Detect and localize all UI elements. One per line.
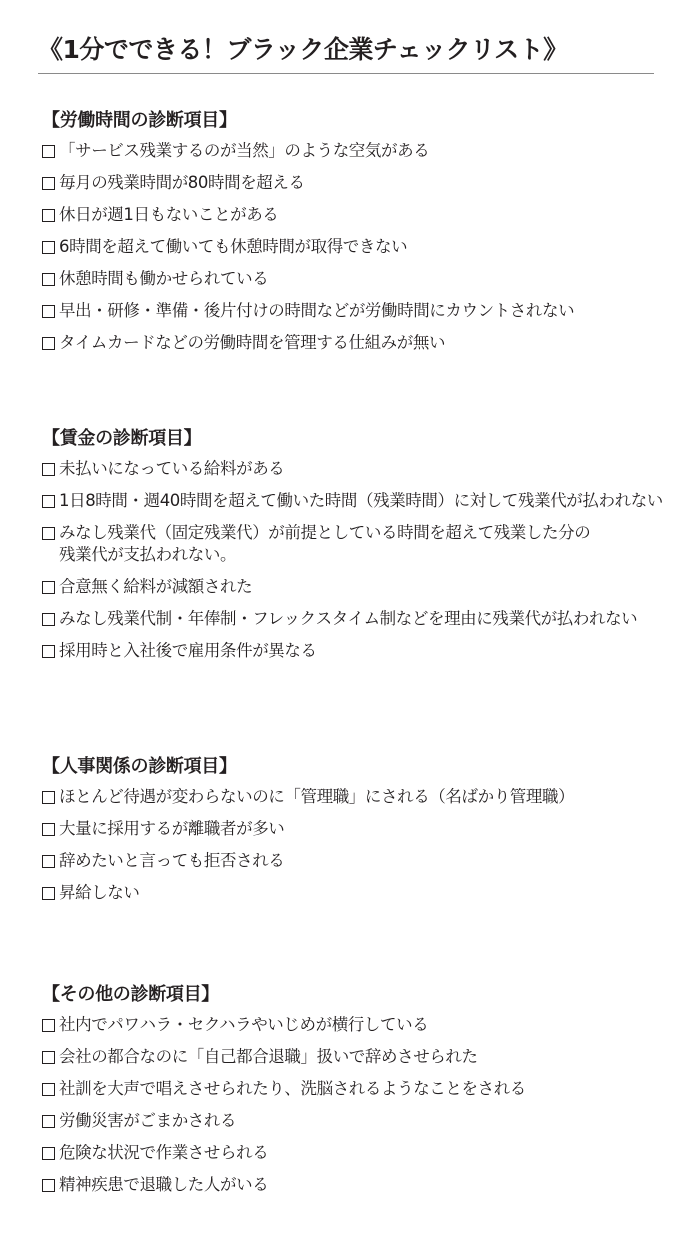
checklist-item bbox=[42, 608, 692, 630]
checklist-item bbox=[42, 786, 692, 808]
checklist-item-text: 社内でパワハラ・セクハラやいじめが横行している bbox=[59, 1015, 429, 1034]
checklist-item-text: 大量に採用するが離職者が多い bbox=[59, 819, 285, 838]
section-heading: 【人事関係の診断項目】 bbox=[42, 756, 237, 777]
checklist-item bbox=[42, 882, 692, 904]
checkbox-icon[interactable] bbox=[42, 613, 55, 626]
checklist-item bbox=[42, 204, 692, 226]
checklist-item bbox=[42, 300, 692, 322]
checkbox-icon[interactable] bbox=[42, 581, 55, 594]
section-wages bbox=[42, 426, 692, 672]
checklist-item bbox=[42, 490, 692, 512]
checkbox-icon[interactable] bbox=[42, 463, 55, 476]
section-working-hours bbox=[42, 108, 692, 364]
checklist-item bbox=[42, 1046, 692, 1068]
title-divider bbox=[38, 73, 654, 74]
checklist-item-text: 「サービス残業するのが当然」のような空気がある bbox=[59, 141, 430, 160]
checklist-item-text: 会社の都合なのに「自己都合退職」扱いで辞めさせられた bbox=[59, 1047, 478, 1066]
checklist-item-text: 未払いになっている給料がある bbox=[59, 459, 285, 478]
checklist-item-text: 早出・研修・準備・後片付けの時間などが労働時間にカウントされない bbox=[59, 301, 575, 320]
checklist-item-text: タイムカードなどの労働時間を管理する仕組みが無い bbox=[59, 333, 446, 352]
checklist-item-text: みなし残業代制・年俸制・フレックスタイム制などを理由に残業代が払われない bbox=[59, 609, 638, 628]
checklist-item bbox=[42, 522, 692, 566]
checklist-item-text: 労働災害がごまかされる bbox=[59, 1111, 237, 1130]
checklist-item bbox=[42, 236, 692, 258]
checklist-item bbox=[42, 332, 692, 354]
checklist-item bbox=[42, 268, 692, 290]
section-heading: 【労働時間の診断項目】 bbox=[42, 110, 237, 131]
checklist-item bbox=[42, 1110, 692, 1132]
checklist-item-text: 休日が週1日もないことがある bbox=[59, 205, 279, 224]
checklist-item-text: ほとんど待遇が変わらないのに「管理職」にされる（名ばかり管理職） bbox=[59, 787, 575, 806]
checklist-item-text: 休憩時間も働かせられている bbox=[59, 269, 269, 288]
checkbox-icon[interactable] bbox=[42, 177, 55, 190]
checklist-item-text: 採用時と入社後で雇用条件が異なる bbox=[59, 641, 317, 660]
checklist-item-text: 昇給しない bbox=[59, 883, 140, 902]
checkbox-icon[interactable] bbox=[42, 241, 55, 254]
checkbox-icon[interactable] bbox=[42, 1115, 55, 1128]
checkbox-icon[interactable] bbox=[42, 1147, 55, 1160]
checkbox-icon[interactable] bbox=[42, 791, 55, 804]
checkbox-icon[interactable] bbox=[42, 1179, 55, 1192]
checklist-item bbox=[42, 458, 692, 480]
checkbox-icon[interactable] bbox=[42, 145, 55, 158]
checklist-item-text: 辞めたいと言っても拒否される bbox=[59, 851, 285, 870]
checklist-item-text: 1日8時間・週40時間を超えて働いた時間（残業時間）に対して残業代が払われない bbox=[59, 491, 663, 510]
checklist-item-text: 社訓を大声で唱えさせられたり、洗脳されるようなことをされる bbox=[59, 1079, 526, 1098]
checkbox-icon[interactable] bbox=[42, 337, 55, 350]
page-title: 《1分でできる！ブラック企業チェックリスト》 bbox=[38, 35, 568, 64]
checklist-item bbox=[42, 640, 692, 662]
checklist-item bbox=[42, 140, 692, 162]
checklist-item bbox=[42, 172, 692, 194]
checklist-item bbox=[42, 576, 692, 598]
checklist-item bbox=[42, 1174, 692, 1196]
checklist-item-text: 合意無く給料が減額された bbox=[59, 577, 253, 596]
section-heading: 【賃金の診断項目】 bbox=[42, 428, 202, 449]
checkbox-icon[interactable] bbox=[42, 209, 55, 222]
checkbox-icon[interactable] bbox=[42, 823, 55, 836]
checkbox-icon[interactable] bbox=[42, 1083, 55, 1096]
checklist-item-text: 精神疾患で退職した人がいる bbox=[59, 1175, 269, 1194]
checklist-item bbox=[42, 1142, 692, 1164]
checklist-item bbox=[42, 818, 692, 840]
checkbox-icon[interactable] bbox=[42, 1019, 55, 1032]
checklist-item-text: 6時間を超えて働いても休憩時間が取得できない bbox=[59, 237, 408, 256]
checkbox-icon[interactable] bbox=[42, 1051, 55, 1064]
checklist-item-text: 毎月の残業時間が80時間を超える bbox=[59, 173, 305, 192]
section-heading: 【その他の診断項目】 bbox=[42, 984, 219, 1005]
checklist-item-text: 危険な状況で作業させられる bbox=[59, 1143, 269, 1162]
checklist-item-text: みなし残業代（固定残業代）が前提としている時間を超えて残業した分の 残業代が支払われない。 bbox=[59, 523, 591, 564]
checkbox-icon[interactable] bbox=[42, 645, 55, 658]
checkbox-icon[interactable] bbox=[42, 527, 55, 540]
checkbox-icon[interactable] bbox=[42, 495, 55, 508]
section-other bbox=[42, 982, 692, 1206]
checkbox-icon[interactable] bbox=[42, 887, 55, 900]
checklist-item bbox=[42, 850, 692, 872]
checkbox-icon[interactable] bbox=[42, 273, 55, 286]
checkbox-icon[interactable] bbox=[42, 855, 55, 868]
section-personnel bbox=[42, 754, 692, 914]
checklist-item bbox=[42, 1014, 692, 1036]
checkbox-icon[interactable] bbox=[42, 305, 55, 318]
checklist-item bbox=[42, 1078, 692, 1100]
